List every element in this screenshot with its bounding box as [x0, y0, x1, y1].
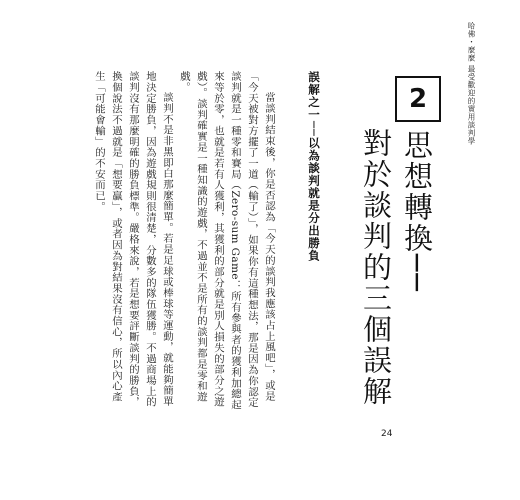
chapter-number: 2	[408, 84, 428, 114]
chapter-title-line-2: 對於談判的三個誤解	[359, 128, 393, 407]
paragraph-1: 當談判結束後，你是否認為「今天的談判我應該占上風吧」，或是「今天被對方擺了一道（輸了）」，如果你有這種想法，那是因為你認定談判就是一種零和賽局（Zero-sum Game：所有參與者的獲利加總起來等於零，也就是若有人獲利，其獲利的部分就是別人損失的部分之遊戲）。談判確實是一種知識的遊戲，不過並不是所有的談判都是零和遊戲。	[178, 71, 275, 411]
paragraph-2: 談判不是非黑即白那麼簡單。若是足球或棒球等運動，就能夠簡單地決定勝負，因為遊戲規則很清楚，分數多的隊伍獲勝。不過商場上的談判沒有那麼明確的勝負標準。嚴格來說，若是想要評斷談判的勝負，換個說法不過就是「想要贏」，或者因為對結果沒有信心，所以內心產生「可能會輸」的不安而已。	[93, 71, 173, 408]
chapter-title-line-1: 思想轉換──	[400, 130, 434, 293]
running-head: 哈佛・麼麼 最受歡迎的實用談判學	[467, 22, 476, 145]
body-text	[93, 71, 277, 411]
chapter-number-box	[395, 76, 441, 122]
page-number: 24	[381, 429, 393, 439]
section-heading: 誤解之一──以為談判就是分出勝負	[307, 71, 321, 262]
